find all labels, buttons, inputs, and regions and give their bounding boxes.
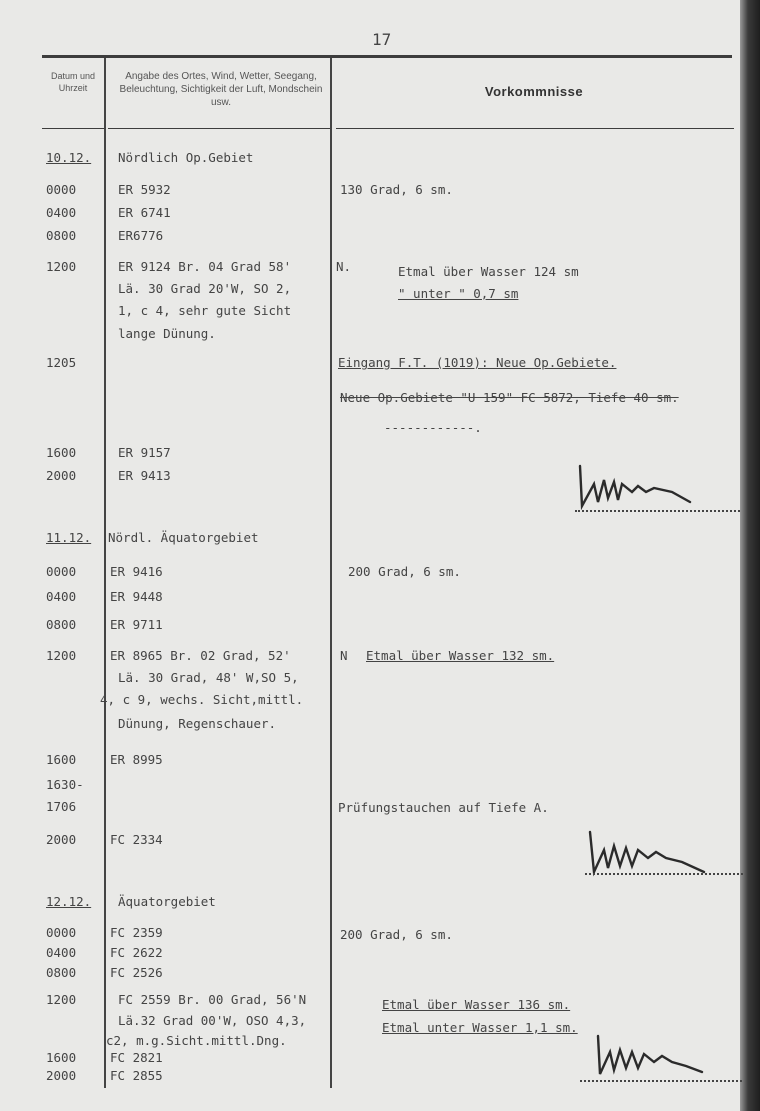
- place-line: 1, c 4, sehr gute Sicht: [118, 303, 292, 318]
- time: 0800: [46, 617, 77, 632]
- column-divider-1: [104, 58, 106, 1088]
- time: 1600: [46, 445, 77, 460]
- place-line: Dünung, Regenschauer.: [118, 716, 277, 731]
- column-divider-2: [330, 58, 332, 1088]
- time: 0400: [46, 205, 77, 220]
- place-line: Lä.32 Grad 00'W, OSO 4,3,: [118, 1013, 307, 1028]
- place: FC 2359: [110, 925, 163, 940]
- event: 200 Grad, 6 sm.: [340, 927, 453, 942]
- place-suffix: N.: [336, 259, 352, 274]
- time: 2000: [46, 1068, 77, 1083]
- place-line: ER 8965 Br. 02 Grad, 52': [110, 648, 291, 663]
- event-line: Etmal über Wasser 136 sm.: [382, 997, 571, 1012]
- header-ort: Angabe des Ortes, Wind, Wetter, Seegang, Beleuchtung, Sichtigkeit der Luft, Mondschein usw.: [119, 71, 323, 108]
- top-rule: [42, 55, 732, 58]
- place: ER 9448: [110, 589, 163, 604]
- header-rule-col1: [42, 128, 104, 129]
- place-line: c2, m.g.Sicht.mittl.Dng.: [106, 1033, 287, 1048]
- signature-line: [585, 873, 743, 875]
- header-rule-col2: [108, 128, 330, 129]
- time: 0000: [46, 925, 77, 940]
- place: ER 9413: [118, 468, 171, 483]
- time: 1200: [46, 992, 77, 1007]
- place: FC 2526: [110, 965, 163, 980]
- event-separator: ------------.: [384, 420, 482, 435]
- time: 2000: [46, 832, 77, 847]
- place: ER 9416: [110, 564, 163, 579]
- event-line: Etmal unter Wasser 1,1 sm.: [382, 1020, 578, 1035]
- header-vorkommnisse: Vorkommnisse: [484, 84, 584, 99]
- time: 1600: [46, 1050, 77, 1065]
- event: 130 Grad, 6 sm.: [340, 182, 453, 197]
- place: ER 6741: [118, 205, 171, 220]
- event-line: Neue Op.Gebiete "U 159" FC 5872, Tiefe 40 sm.: [340, 390, 679, 405]
- time: 0800: [46, 228, 77, 243]
- place-line: lange Dünung.: [118, 326, 216, 341]
- time: 1200: [46, 648, 77, 663]
- signature: [590, 1030, 710, 1080]
- place-line: Lä. 30 Grad, 48' W,SO 5,: [118, 670, 299, 685]
- day-date: 12.12.: [46, 894, 92, 909]
- time: 1600: [46, 752, 77, 767]
- time: 0400: [46, 589, 77, 604]
- event: 200 Grad, 6 sm.: [348, 564, 461, 579]
- place-line: ER 9124 Br. 04 Grad 58': [118, 259, 292, 274]
- day-region: Nördlich Op.Gebiet: [118, 150, 254, 165]
- time: 1205: [46, 355, 77, 370]
- time: 0000: [46, 564, 77, 579]
- place: FC 2622: [110, 945, 163, 960]
- day-region: Äquatorgebiet: [118, 894, 216, 909]
- place-line: Lä. 30 Grad 20'W, SO 2,: [118, 281, 292, 296]
- place: FC 2334: [110, 832, 163, 847]
- event: Etmal über Wasser 132 sm.: [366, 648, 555, 663]
- signature: [572, 458, 702, 510]
- event: Prüfungstauchen auf Tiefe A.: [338, 800, 549, 815]
- place-suffix: N: [340, 648, 348, 663]
- place-line: FC 2559 Br. 00 Grad, 56'N: [118, 992, 307, 1007]
- time: 1706: [46, 799, 77, 814]
- event-line: Etmal über Wasser 124 sm: [398, 264, 579, 279]
- time: 0400: [46, 945, 77, 960]
- place: FC 2855: [110, 1068, 163, 1083]
- time: 0800: [46, 965, 77, 980]
- header-rule-col3: [336, 128, 734, 129]
- place: ER6776: [118, 228, 164, 243]
- time: 0000: [46, 182, 77, 197]
- place: ER 8995: [110, 752, 163, 767]
- place: ER 9157: [118, 445, 171, 460]
- signature-line: [575, 510, 740, 512]
- event-line: Eingang F.T. (1019): Neue Op.Gebiete.: [338, 355, 617, 370]
- header-datum: Datum und Uhrzeit: [50, 71, 96, 93]
- place: FC 2821: [110, 1050, 163, 1065]
- time: 2000: [46, 468, 77, 483]
- signature: [582, 826, 712, 878]
- event-line: " unter " 0,7 sm: [398, 286, 519, 301]
- place: ER 9711: [110, 617, 163, 632]
- place-line: 4, c 9, wechs. Sicht,mittl.: [100, 692, 304, 707]
- signature-line: [580, 1080, 742, 1082]
- day-region: Nördl. Äquatorgebiet: [108, 530, 259, 545]
- page-number: 17: [372, 30, 392, 49]
- day-date: 10.12.: [46, 150, 92, 165]
- time: 1630-: [46, 777, 84, 792]
- day-date: 11.12.: [46, 530, 92, 545]
- time: 1200: [46, 259, 77, 274]
- page-edge-shadow: [740, 0, 760, 1111]
- place: ER 5932: [118, 182, 171, 197]
